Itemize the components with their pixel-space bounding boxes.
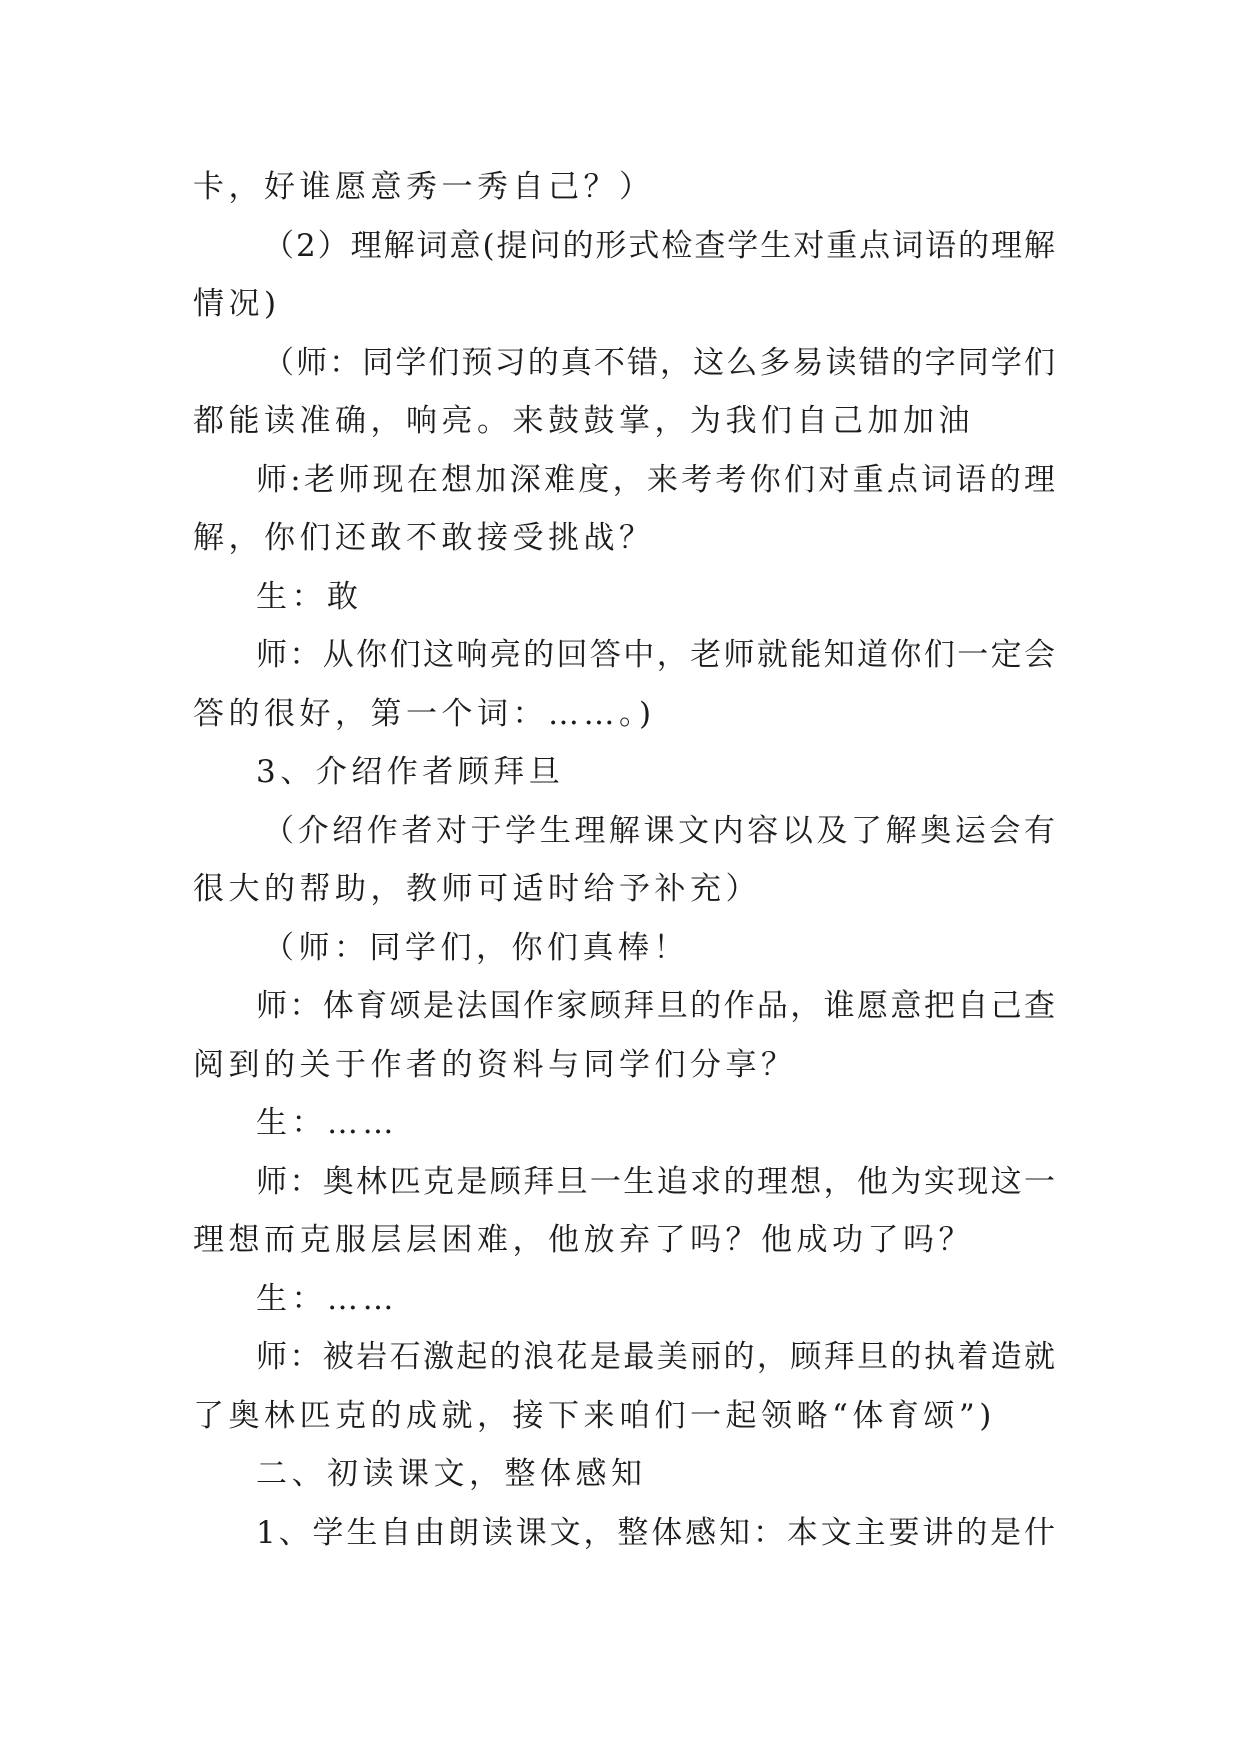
text-line: 很大的帮助，教师可适时给予补充）: [193, 871, 761, 907]
text-line: 情况): [193, 286, 281, 322]
text-line: 都能读准确，响亮。来鼓鼓掌，为我们自己加加油: [193, 403, 974, 439]
text-line: （师：同学们预习的真不错，这么多易读错的字同学们: [263, 344, 1055, 381]
text-line: 答的很好，第一个词：……。): [193, 695, 656, 732]
text-line: 解，你们还敢不敢接受挑战？: [193, 520, 655, 556]
section-heading: 二、初读课文，整体感知: [256, 1456, 647, 1492]
text-line: 师：从你们这响亮的回答中，老师就能知道你们一定会: [256, 637, 1055, 673]
text-line: （2）理解词意(提问的形式检查学生对重点词语的理解: [263, 227, 1055, 264]
text-line: 3、介绍作者顾拜旦: [256, 754, 565, 790]
text-line: 阅到的关于作者的资料与同学们分享？: [193, 1046, 797, 1083]
text-line: 生：……: [256, 1280, 398, 1317]
text-line: 师：体育颂是法国作家顾拜旦的作品，谁愿意把自己查: [256, 988, 1055, 1024]
document-body: [193, 158, 1055, 1562]
text-line: （师：同学们，你们真棒！: [263, 929, 689, 966]
text-line: 理想而克服层层困难，他放弃了吗？他成功了吗？: [193, 1222, 974, 1258]
text-line: 生：……: [256, 1105, 398, 1141]
text-line: 1、学生自由朗读课文，整体感知：本文主要讲的是什: [256, 1514, 1055, 1551]
text-line: 卡，好谁愿意秀一秀自己？）: [193, 169, 655, 205]
text-line: 师:老师现在想加深难度，来考考你们对重点词语的理: [256, 461, 1055, 498]
text-line: 了奥林匹克的成就，接下来咱们一起领略“体育颂”): [193, 1397, 996, 1434]
text-line: 师：奥林匹克是顾拜旦一生追求的理想，他为实现这一: [256, 1163, 1055, 1200]
text-line: 生：敢: [256, 578, 363, 615]
text-line: （介绍作者对于学生理解课文内容以及了解奥运会有: [263, 812, 1055, 849]
text-line: 师：被岩石激起的浪花是最美丽的，顾拜旦的执着造就: [256, 1339, 1055, 1375]
